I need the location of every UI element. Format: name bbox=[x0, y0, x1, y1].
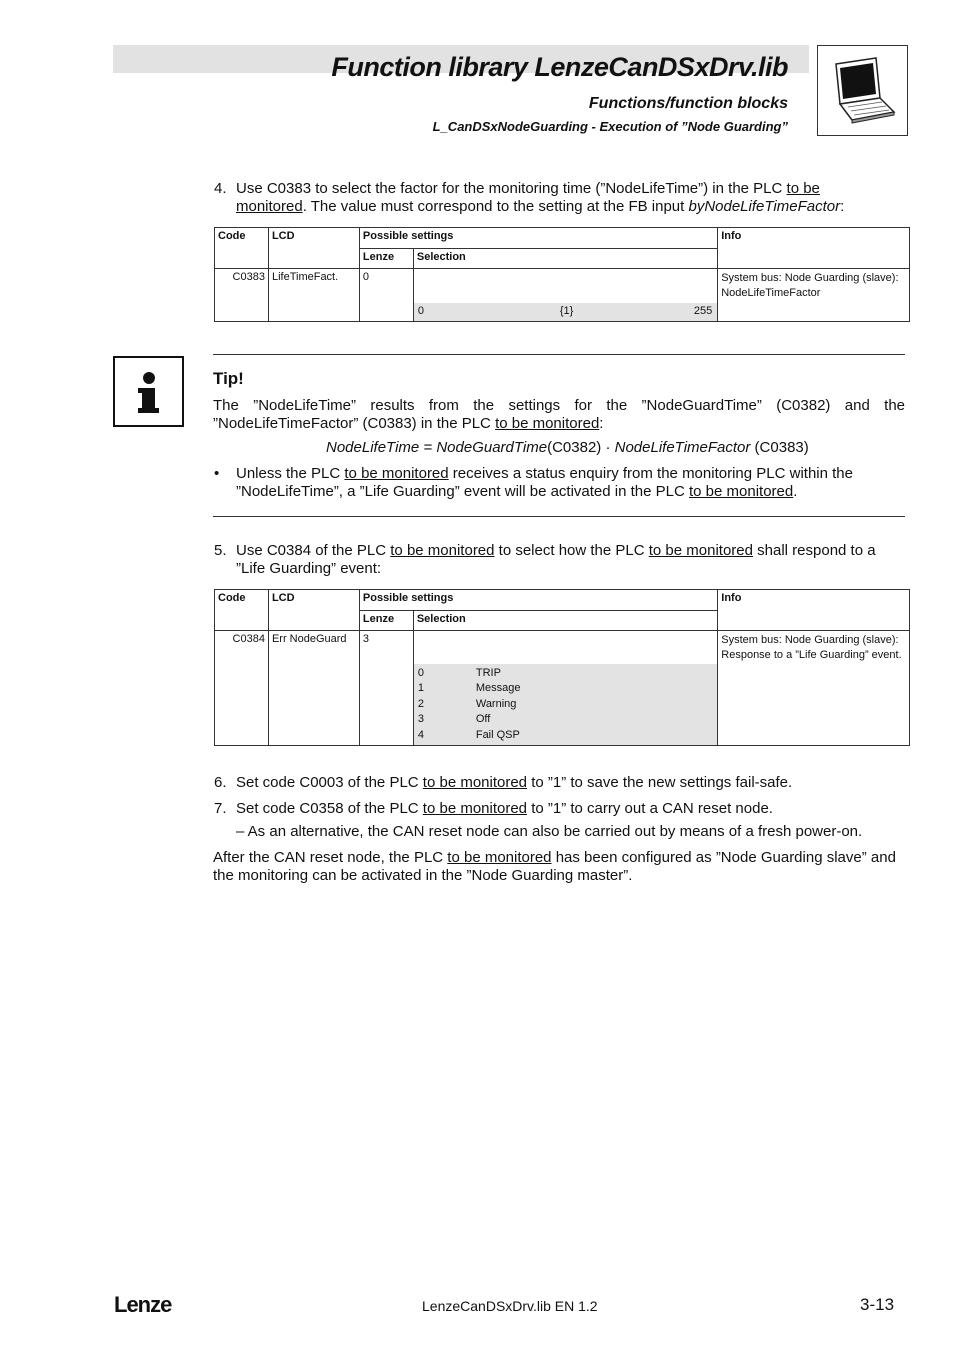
cell-lcd: Err NodeGuard bbox=[268, 631, 359, 746]
cell-selection bbox=[413, 269, 717, 322]
cell-lcd: LifeTimeFact. bbox=[268, 269, 359, 322]
option-row: 0 TRIP bbox=[417, 667, 501, 679]
option-row: 2 Warning bbox=[417, 697, 517, 710]
tip-bottom-rule bbox=[213, 516, 905, 517]
col-selection: Selection bbox=[413, 249, 717, 269]
col-code: Code bbox=[215, 228, 269, 269]
selection-options bbox=[414, 664, 717, 745]
cell-code: C0383 bbox=[215, 269, 269, 322]
col-lenze: Lenze bbox=[359, 611, 413, 631]
info-icon bbox=[115, 358, 182, 425]
cell-lenze: 0 bbox=[359, 269, 413, 322]
laptop-icon bbox=[818, 46, 907, 135]
tip-formula: NodeLifeTime = NodeGuardTime(C0382) · NodeLifeTimeFactor (C0383) bbox=[326, 439, 809, 456]
col-info: Info bbox=[718, 590, 910, 631]
option-row: 1 Message bbox=[417, 682, 521, 695]
col-lcd: LCD bbox=[268, 228, 359, 269]
tip-top-rule bbox=[213, 354, 905, 355]
col-lenze: Lenze bbox=[359, 249, 413, 269]
cell-info: System bus: Node Guarding (slave): Response to a ”Life Guarding” event. bbox=[718, 631, 910, 746]
option-row: 3 Off bbox=[417, 713, 491, 726]
tip-bullet: • Unless the PLC to be monitored receives a status enquiry from the monitoring PLC within the ”NodeLifeTime”, a ”Life Guarding” event will be activated in the PLC to be monitored. bbox=[214, 465, 853, 500]
footer-doc-id: LenzeCanDSxDrv.lib EN 1.2 bbox=[422, 1298, 598, 1314]
option-row: 4 Fail QSP bbox=[417, 728, 520, 741]
col-selection: Selection bbox=[413, 611, 717, 631]
tip-paragraph: The ”NodeLifeTime” results from the settings for the ”NodeGuardTime” (C0382) and the ”NodeLifeTimeFactor” (C0383) in the PLC to be monitored: bbox=[213, 397, 905, 432]
page-subtitle: Functions/function blocks bbox=[588, 95, 788, 112]
step-5: 5. Use C0384 of the PLC to be monitored to select how the PLC to be monitored shall respond to a ”Life Guarding” event: bbox=[214, 542, 876, 577]
tip-info-icon bbox=[113, 356, 184, 427]
step-6: 6. Set code C0003 of the PLC to be monitored to ”1” to save the new settings fail-safe. bbox=[214, 774, 793, 791]
col-code: Code bbox=[215, 590, 269, 631]
code-table-c0383 bbox=[214, 227, 910, 322]
col-possible-settings: Possible settings bbox=[359, 590, 717, 611]
laptop-icon-box bbox=[817, 45, 908, 136]
selection-range: 0 {1} 255 bbox=[414, 303, 717, 321]
page-number: 3-13 bbox=[860, 1295, 895, 1314]
page-title: Function library LenzeCanDSxDrv.lib bbox=[331, 52, 788, 82]
cell-info: System bus: Node Guarding (slave): NodeLifeTimeFactor bbox=[718, 269, 910, 322]
col-info: Info bbox=[718, 228, 910, 269]
step-7: 7. Set code C0358 of the PLC to be monitored to ”1” to carry out a CAN reset node. bbox=[214, 800, 773, 817]
cell-lenze: 3 bbox=[359, 631, 413, 746]
tip-title: Tip! bbox=[213, 369, 244, 388]
step-7-note: – As an alternative, the CAN reset node can also be carried out by means of a fresh power-on. bbox=[236, 823, 863, 840]
code-table-c0384 bbox=[214, 589, 910, 746]
section-title: L_CanDSxNodeGuarding - Execution of ”Node Guarding” bbox=[432, 119, 788, 134]
cell-selection bbox=[413, 631, 717, 746]
lenze-logo: Lenze bbox=[114, 1292, 172, 1317]
closing-paragraph: After the CAN reset node, the PLC to be monitored has been configured as ”Node Guarding slave” and the monitoring can be activated in the ”Node Guarding master”. bbox=[213, 849, 896, 884]
step-4: 4. Use C0383 to select the factor for the monitoring time (”NodeLifeTime”) in the PLC to be monitored. The value must correspond to the setting at the FB input byNodeLifeTimeFactor: bbox=[214, 180, 845, 215]
cell-code: C0384 bbox=[215, 631, 269, 746]
col-possible-settings: Possible settings bbox=[359, 228, 717, 249]
col-lcd: LCD bbox=[268, 590, 359, 631]
